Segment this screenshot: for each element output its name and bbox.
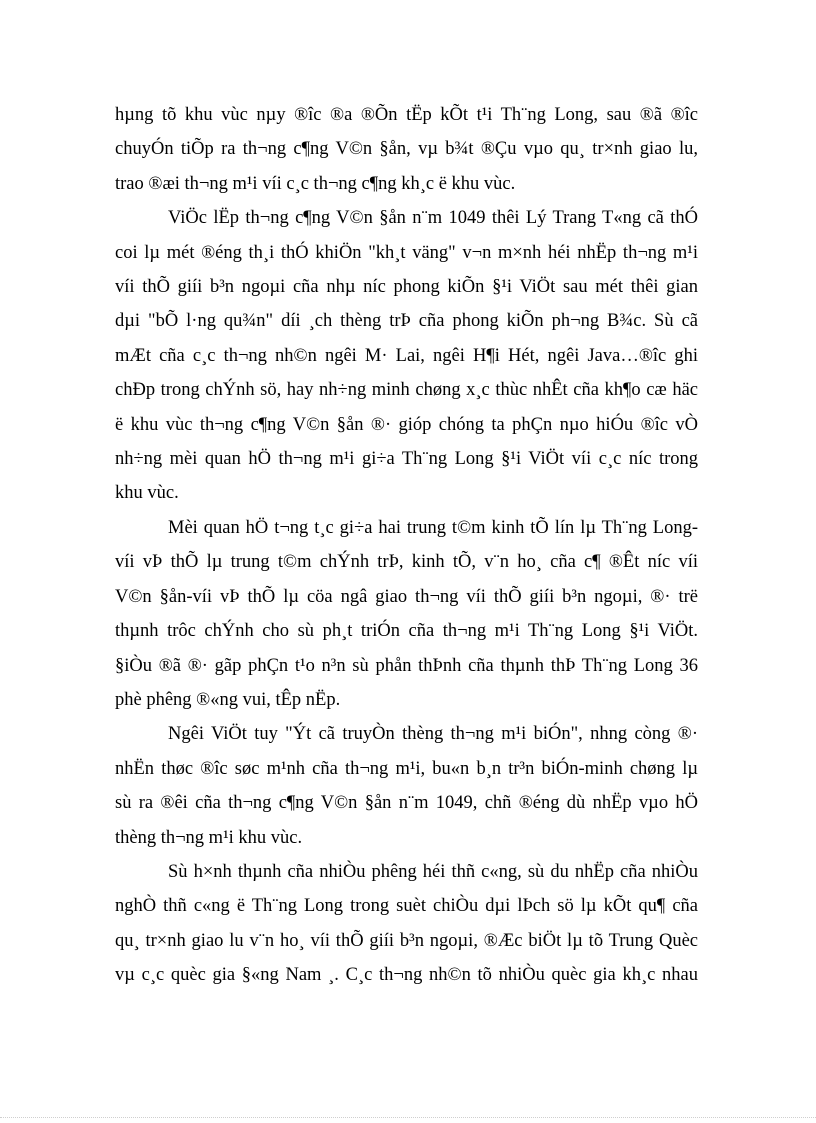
text-line: phè phêng ®«ng vui, tÊp nËp. [115,689,341,710]
text-line: víi thÕ giíi b³n ngoµi cña nhµ níc phong kiÕn §¹i ViÖt sau mét thêi gian [115,277,698,298]
text-line: thµnh trôc chÝnh cho sù ph¸t triÓn cña th¬ng m¹i Th¨ng Long §¹i ViÖt. [115,621,698,642]
text-line: qu¸ tr×nh giao lu v¨n ho¸ víi thÕ giíi b³n ngoµi, ®Æc biÖt lµ tõ Trung Quèc [115,930,698,951]
text-line: vµ c¸c quèc gia §«ng Nam ¸. C¸c th¬ng nh©n tõ nhiÒu quèc gia kh¸c nhau [115,965,698,986]
text-line: Sù h×nh thµnh cña nhiÒu phêng héi thñ c«ng, sù du nhËp cña nhiÒu [168,861,698,882]
text-line: nghÒ thñ c«ng ë Th¨ng Long trong suèt chiÒu dµi lÞch sö lµ kÕt qu¶ cña [115,896,698,917]
text-line: ë khu vùc th¬ng c¶ng V©n §ån ®· gióp chóng ta phÇn nµo hiÓu ®îc vÒ [115,414,698,435]
text-line: chuyÓn tiÕp ra th¬ng c¶ng V©n §ån, vµ b¾t ®Çu vµo qu¸ tr×nh giao lu, [115,139,698,160]
text-line: nhËn thøc ®îc søc m¹nh cña th¬ng m¹i, bu«n b¸n tr³n biÓn-minh chøng lµ [115,758,698,779]
page-edge-divider [0,1117,816,1118]
text-line: khu vùc. [115,483,179,504]
text-line: V©n §ån-víi vÞ thÕ lµ cöa ngâ giao th¬ng víi thÕ giíi b³n ngoµi, ®· trë [115,586,698,607]
text-line: chÐp trong chÝnh sö, hay nh÷ng minh chøng x¸c thùc nhÊt cña kh¶o cæ häc [115,380,698,401]
body-text [115,98,698,993]
text-line: trao ®æi th¬ng m¹i víi c¸c th¬ng c¶ng kh¸c ë khu vùc. [115,173,516,194]
text-line: dµi "bÕ l·ng qu¾n" díi ¸ch thèng trÞ cña phong kiÕn ph¬ng B¾c. Sù cã [115,311,698,332]
text-line: nh÷ng mèi quan hÖ th¬ng m¹i gi÷a Th¨ng Long §¹i ViÖt víi c¸c níc trong [115,449,698,470]
text-line: thèng th¬ng m¹i khu vùc. [115,827,303,848]
text-line: Ngêi ViÖt tuy "Ýt cã truyÒn thèng th¬ng m¹i biÓn", nhng còng ®· [168,724,698,745]
text-line: hµng tõ khu vùc nµy ®îc ®a ®Õn tËp kÕt t¹i Th¨ng Long, sau ®ã ®îc [115,105,698,125]
text-line: §iÒu ®ã ®· gãp phÇn t¹o n³n sù phån thÞnh cña thµnh thÞ Th¨ng Long 36 [115,655,698,676]
text-line: ViÖc lËp th¬ng c¶ng V©n §ån n¨m 1049 thêi Lý Trang T«ng cã thÓ [168,208,698,229]
text-line: sù ra ®êi cña th¬ng c¶ng V©n §ån n¨m 1049, chñ ®éng dù nhËp vµo hÖ [115,793,698,814]
text-line: víi vÞ thÕ lµ trung t©m chÝnh trÞ, kinh tÕ, v¨n ho¸ cña c¶ ®Êt níc víi [115,552,698,573]
text-line: Mèi quan hÖ t¬ng t¸c gi÷a hai trung t©m kinh tÕ lín lµ Th¨ng Long- [168,517,698,538]
text-line: coi lµ mét ®éng th¸i thÓ khiÖn "kh¸t väng" v¬n m×nh héi nhËp th¬ng m¹i [115,242,698,263]
text-line: mÆt cña c¸c th¬ng nh©n ngêi M· Lai, ngêi H¶i Hét, ngêi Java…®îc ghi [115,345,698,366]
